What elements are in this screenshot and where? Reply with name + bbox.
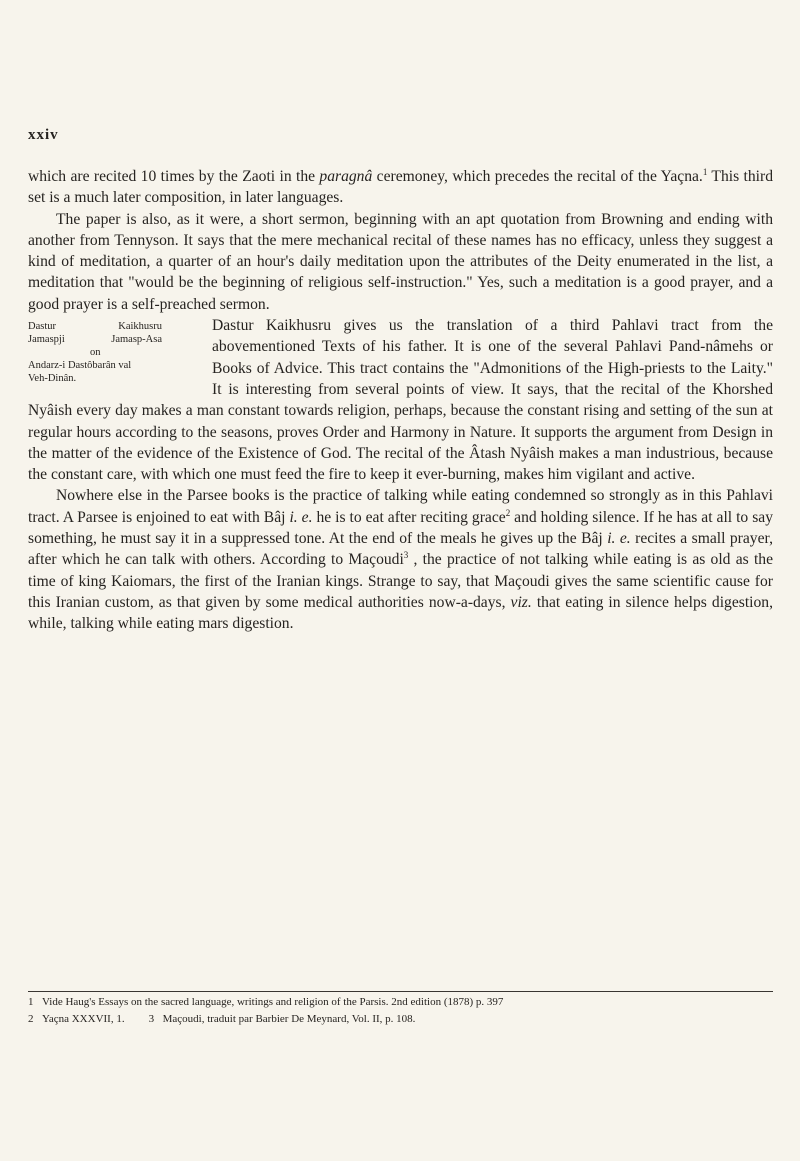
footnotes: [28, 994, 788, 1028]
p4-italic-ie-2: i. e.: [607, 530, 631, 548]
margin-note-kaikhusru: Kaikhusru: [118, 321, 162, 333]
margin-note-on: on: [90, 347, 101, 359]
footnote-2-3: [28, 1011, 788, 1028]
footnote-number: 1: [28, 996, 34, 1008]
paragraph-2: The paper is also, as it were, a short sermon, beginning with an apt quotation from Browning and ending with another from Tennyson. It says that the mere mechanical recital of these names has no efficacy, unless they suggest a kind of meditation, a quarter of an hour's daily meditation upon the attributes of the Deity enumerated in the list, a meditation that "would be the beginning of religious self-instruction." Yes, such a meditation is a good prayer, and a good prayer is a self-preached sermon.: [28, 210, 773, 313]
footnote-ref-3: 3: [403, 550, 409, 561]
footnote-1: [28, 994, 788, 1011]
footnote-ref-2: 2: [505, 507, 511, 518]
p4-text-d: and holding silence. If he has at all to say something, he must say it in a suppressed tone. At the end of the meals he gives up the Bâj: [28, 508, 774, 548]
margin-note-row-2: [28, 333, 198, 346]
footnote-text: Maçoudi, traduit par Barbier De Meynard, Vol. II, p. 108.: [162, 1013, 416, 1025]
margin-note-title-2: Veh-Dinân.: [28, 373, 77, 385]
footnote-text: Vide Haug's Essays on the sacred language, writings and religion of the Parsis. 2nd edition (1878) p. 397: [42, 996, 504, 1008]
footnote-text: Yaçna XXXVII, 1.: [42, 1013, 125, 1025]
margin-note-jamasp-asa: Jamasp-Asa: [111, 334, 162, 346]
page-number: xxiv: [28, 127, 59, 143]
p4-text-g: , the practice of not talking while eating is as old as the time of king Kaiomars, the first of the Iranian kings. Strange to say, that Maçoudi gives the same scientific cause for this Iranian custom, as that given by some medical authorities now-a-days,: [28, 551, 773, 611]
footnote-number: 2: [28, 1013, 34, 1025]
paragraph-4: [28, 485, 773, 634]
main-text: [28, 166, 773, 635]
footnote-ref-1: 1: [702, 166, 708, 177]
p4-text-i: that eating in silence helps digestion, while, talking while eating mars digestion.: [28, 593, 773, 633]
margin-note-row-1: [28, 320, 198, 333]
p1-italic-term: paragnâ: [319, 168, 373, 185]
p1-text-a: which are recited 10 times by the Zaoti in the: [28, 168, 320, 185]
margin-note-dastur: Dastur: [28, 321, 56, 333]
p4-italic-ie-1: i. e.: [289, 508, 313, 526]
footnote-divider: [28, 991, 773, 992]
margin-note-title-1: Andarz-i Dastôbarân val: [28, 360, 132, 372]
p4-text-c: he is to eat after reciting grace: [312, 508, 506, 526]
margin-note: [28, 320, 198, 385]
p1-text-d: This third set is a much later composition, in later languages.: [28, 168, 773, 207]
p4-text-a: Nowhere else in the Parsee books is the practice of talking while eating condemned so strongly as in this Pahlavi tract. A Parsee is enjoined to eat with Bâj: [28, 487, 773, 526]
margin-note-jamaspji: Jamaspji: [28, 334, 65, 346]
paragraph-3: Dastur Kaikhusru gives us the translation of a third Pahlavi tract from the abovementioned Texts of his father. It is one of the several Pahlavi Pand-nâmehs or Books of Advice. This tract contains the "Admonitions of the High-priests to the Laity." It is interesting from several points of view. It says, that the recital of the Khorshed Nyâish every day makes a man constant towards religion, perhaps, because the constant rising and setting of the sun at regular hours according to the seasons, proves Order and Harmony in Nature. It supports the argument from Design in the matter of the evidence of the Existence of God. The recital of the Âtash Nyâish makes a man industrious, because the constant care, with which one must feed the fire to keep it ever-burning, makes him vigilant and active.: [28, 317, 773, 484]
p1-text-c: ceremoney, which precedes the recital of the Yaçna.: [372, 168, 703, 185]
footnote-number: 3: [148, 1013, 155, 1025]
p4-italic-viz: viz.: [510, 593, 532, 611]
p4-text-f: recites a small prayer, after which he can talk with others. According to Maçoudi: [28, 530, 773, 569]
paragraph-1: [28, 166, 773, 209]
